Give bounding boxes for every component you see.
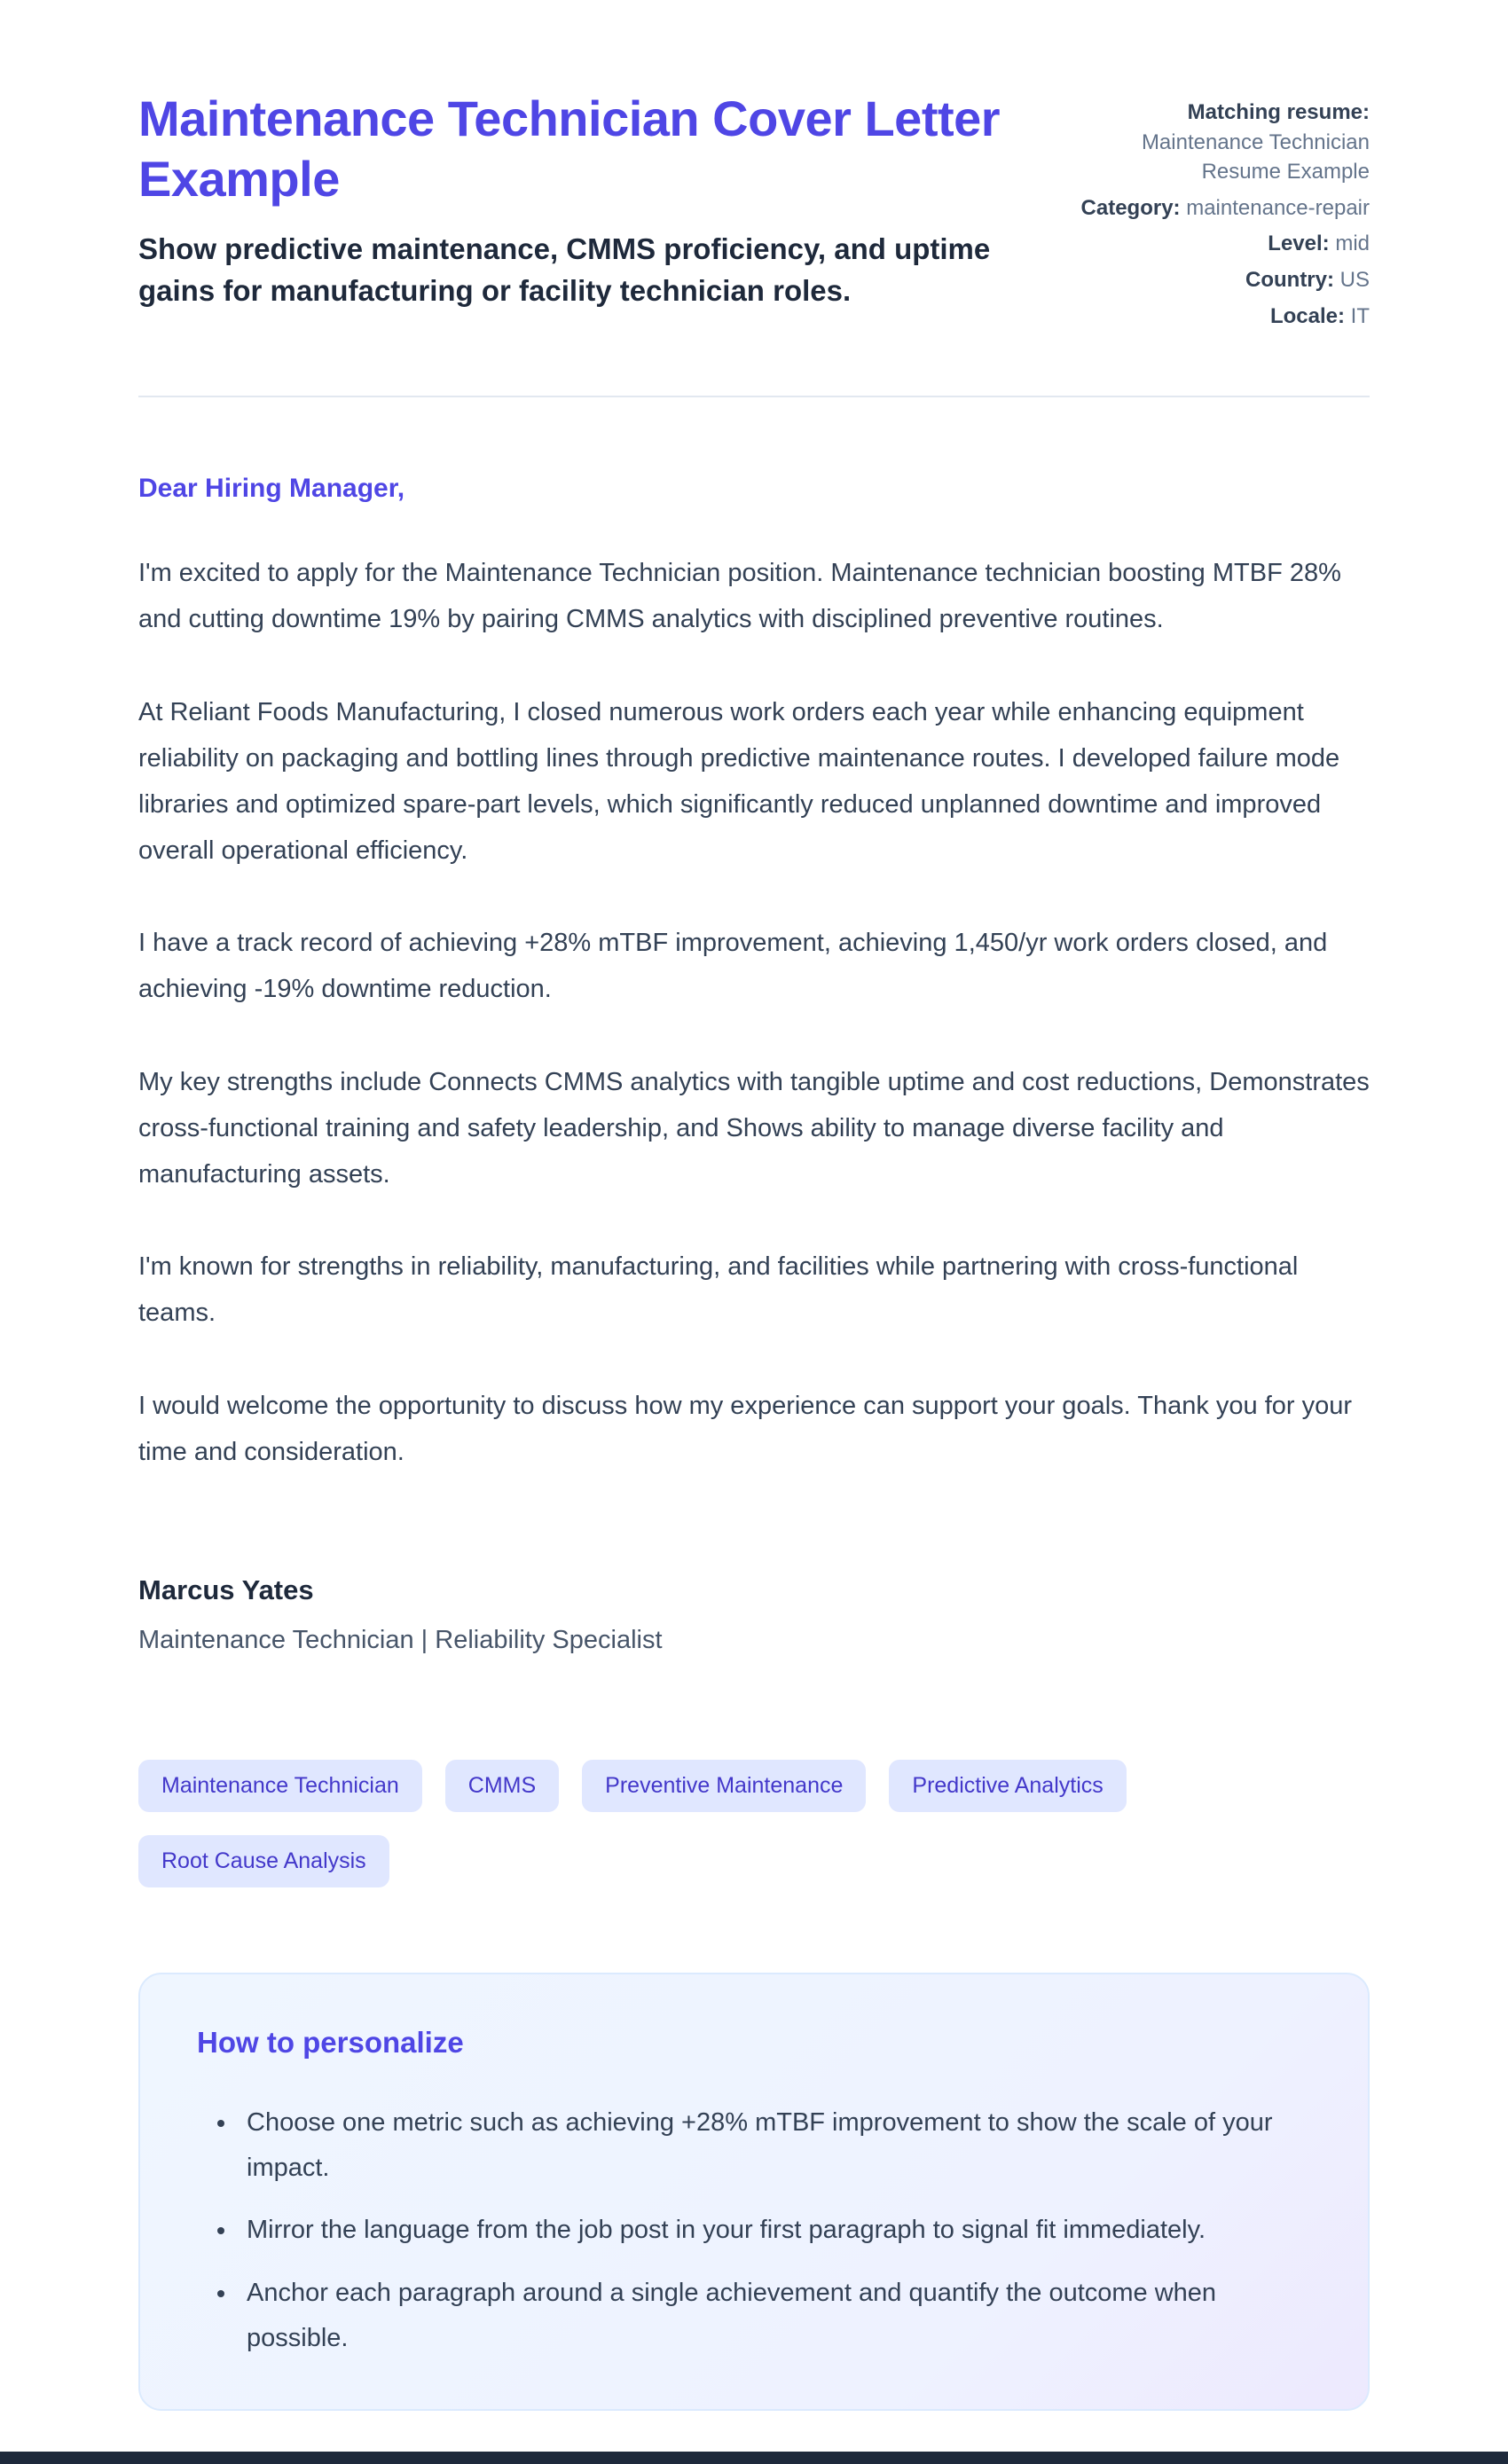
resume-meta-panel xyxy=(1077,89,1370,337)
tag-cmms: CMMS xyxy=(445,1760,559,1812)
page-subtitle: Show predictive maintenance, CMMS proficiency, and uptime gains for manufacturing or facility technician roles. xyxy=(138,231,991,308)
salutation: Dear Hiring Manager, xyxy=(138,474,405,504)
tag-preventive-maintenance: Preventive Maintenance xyxy=(582,1760,866,1812)
meta-matching-resume-value: Maintenance Technician Resume Example xyxy=(1141,129,1370,184)
meta-country xyxy=(1077,265,1370,295)
personalize-tip-3: • Anchor each paragraph around a single achievement and quantify the outcome when possible. xyxy=(238,2271,1311,2361)
letter-paragraph-5: I'm known for strengths in reliability, manufacturing, and facilities while partnering with cross-functional teams. xyxy=(138,1252,1299,1328)
letter-paragraph-4: My key strengths include Connects CMMS analytics with tangible uptime and cost reductions, Demonstrates cross-functional training and safety leadership, and Shows ability to manage diverse facility and manufacturing assets. xyxy=(138,1067,1370,1189)
meta-locale-label: Locale: xyxy=(1269,303,1345,328)
tag-root-cause-analysis: Root Cause Analysis xyxy=(138,1835,389,1887)
meta-category-value: maintenance-repair xyxy=(1186,195,1370,220)
tag-list xyxy=(138,1760,1185,1887)
header-title-block xyxy=(138,89,1017,337)
meta-category xyxy=(1077,193,1370,224)
personalize-box xyxy=(138,1973,1370,2411)
tag-predictive-analytics: Predictive Analytics xyxy=(889,1760,1126,1812)
meta-country-value: US xyxy=(1339,267,1370,292)
page-title: Maintenance Technician Cover Letter Example xyxy=(138,90,1001,208)
signature-role: Maintenance Technician | Reliability Specialist xyxy=(138,1625,663,1654)
meta-level xyxy=(1077,229,1370,259)
tag-maintenance-technician: Maintenance Technician xyxy=(138,1760,422,1812)
letter-paragraph-6: I would welcome the opportunity to discuss how my experience can support your goals. Thank you for your time and consideration. xyxy=(138,1391,1353,1466)
personalize-title: How to personalize xyxy=(197,2025,464,2059)
personalize-tip-list xyxy=(197,2100,1311,2361)
meta-locale-value: IT xyxy=(1350,303,1370,328)
letter-paragraph-3: I have a track record of achieving +28% mTBF improvement, achieving 1,450/yr work orders closed, and achieving -19% downtime reduction. xyxy=(138,929,1328,1004)
meta-matching-resume-label: Matching resume: xyxy=(1187,100,1370,124)
cover-letter-body xyxy=(138,474,1370,1655)
meta-level-label: Level: xyxy=(1268,231,1330,256)
letter-paragraph-2: At Reliant Foods Manufacturing, I closed numerous work orders each year while enhancing equipment reliability on packaging and bottling lines through predictive maintenance routes. I developed failure mode libraries and optimized spare-part levels, which significantly reduced unplanned downtime and improved overall operational efficiency. xyxy=(138,697,1340,866)
meta-country-label: Country: xyxy=(1245,267,1334,292)
header-divider xyxy=(138,396,1370,397)
meta-level-value: mid xyxy=(1335,231,1370,256)
signature-name: Marcus Yates xyxy=(138,1573,314,1605)
footer-strip xyxy=(0,2452,1508,2464)
meta-category-label: Category: xyxy=(1080,195,1181,220)
personalize-tip-1: • Choose one metric such as achieving +28% mTBF improvement to show the scale of your impact. xyxy=(238,2100,1311,2191)
meta-locale xyxy=(1077,302,1370,332)
header xyxy=(138,89,1370,337)
letter-paragraph-1: I'm excited to apply for the Maintenance Technician position. Maintenance technician boosting MTBF 28% and cutting downtime 19% by pairing CMMS analytics with disciplined preventive routines. xyxy=(138,559,1341,634)
personalize-tip-2: • Mirror the language from the job post in your first paragraph to signal fit immediately. xyxy=(238,2208,1311,2253)
meta-matching-resume xyxy=(1077,98,1370,187)
